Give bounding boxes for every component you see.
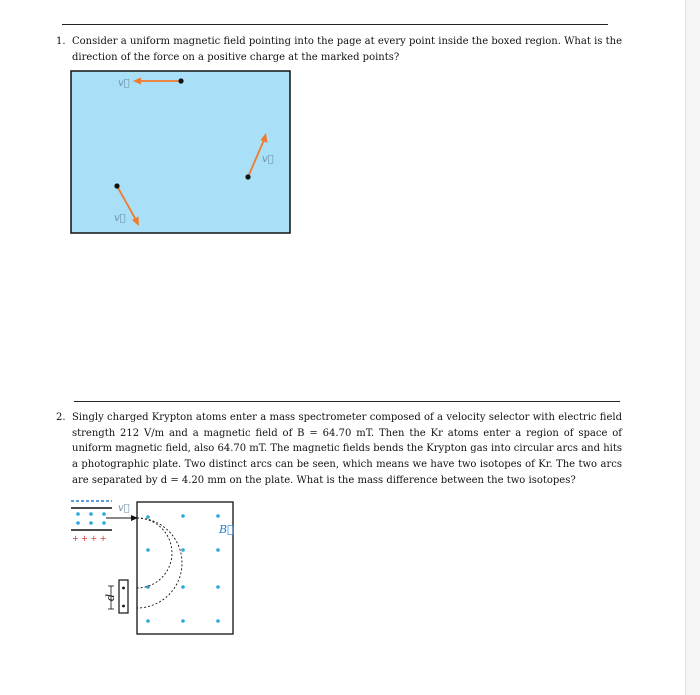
arc-outer xyxy=(137,518,182,608)
question-1-text: Consider a uniform magnetic field pointing into the page at every point inside the boxed region. What is the direction of the force on a positive charge at the marked points? xyxy=(72,36,622,63)
photographic-plate xyxy=(119,580,128,613)
velocity-label-right: v⃗ xyxy=(262,154,274,165)
velocity-label-selector: v⃗ xyxy=(118,503,130,514)
magnetic-field-region xyxy=(137,502,233,634)
field-dots xyxy=(146,514,220,623)
field-label: B⃗ xyxy=(219,523,234,536)
velocity-label-left: v⃗ xyxy=(114,213,126,224)
question-2-number: 2. xyxy=(56,412,66,423)
arc-inner xyxy=(137,518,172,588)
velocity-selector xyxy=(71,501,112,530)
velocity-label-top: v⃗ xyxy=(118,78,130,89)
distance-label: d xyxy=(104,593,117,601)
question-1-number: 1. xyxy=(56,36,66,47)
entry-arrow xyxy=(106,515,138,521)
plus-signs: + + + + xyxy=(72,534,107,543)
question-2-text: Singly charged Krypton atoms enter a mass spectrometer composed of a velocity selector with electric field strength 212 V/m and a magnetic field of B = 64.70 mT. Then the Kr atoms enter a region of space of uniform magnetic field, also 64.70 mT. The magnetic fields bends the Krypton gas into circular arcs and hits a photographic plate. Two distinct arcs can be seen, which means we have two isotopes of Kr. The two arcs are separated by d = 4.20 mm on the plate. What is the mass difference between the two isotopes? xyxy=(72,412,622,486)
